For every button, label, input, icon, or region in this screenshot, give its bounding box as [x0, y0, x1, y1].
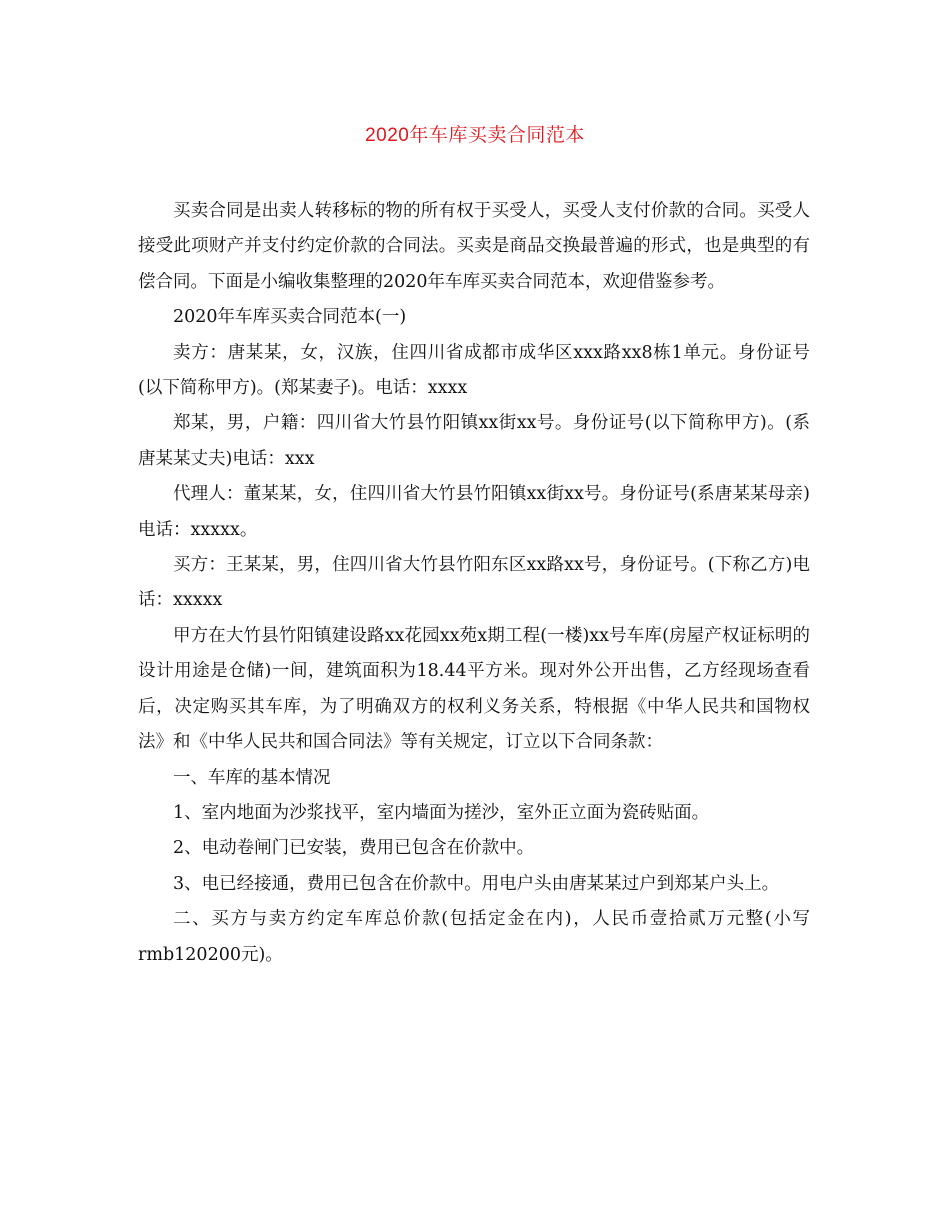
intro-paragraph: 买卖合同是出卖人转移标的物的所有权于买受人，买受人支付价款的合同。买受人接受此项财产并支付约定价款的合同法。买卖是商品交换最普遍的形式，也是典型的有偿合同。下面是小编收集整理的2020年车库买卖合同范本，欢迎借鉴参考。: [138, 201, 810, 292]
agent-paragraph: 代理人：董某某，女，住四川省大竹县竹阳镇xx街xx号。身份证号(系唐某某母亲)电话：xxxxx。: [138, 484, 810, 540]
buyer-paragraph: 买方：王某某，男，住四川省大竹县竹阳东区xx路xx号，身份证号。(下称乙方)电话：xxxxx: [138, 555, 810, 611]
property-paragraph: 甲方在大竹县竹阳镇建设路xx花园xx苑x期工程(一楼)xx号车库(房屋产权证标明的设计用途是仓储)一间，建筑面积为18.44平方米。现对外公开出售，乙方经现场查看后，决定购买其车库，为了明确双方的权利义务关系，特根据《中华人民共和国物权法》和《中华人民共和国合同法》等有关规定，订立以下合同条款：: [138, 625, 810, 753]
document-title: 2020年车库买卖合同范本: [365, 125, 585, 146]
clause-item-3: 3、电已经接通，费用已包含在价款中。用电户头由唐某某过户到郑某户头上。: [173, 873, 780, 894]
document-body: [138, 194, 810, 973]
seller-spouse-paragraph: 郑某，男，户籍：四川省大竹县竹阳镇xx街xx号。身份证号(以下简称甲方)。(系唐某某丈夫)电话：xxx: [138, 413, 810, 469]
clause-item-1: 1、室内地面为沙浆找平，室内墙面为搓沙，室外正立面为瓷砖贴面。: [173, 802, 710, 823]
clause-item-2: 2、电动卷闸门已安装，费用已包含在价款中。: [173, 838, 535, 859]
clause-heading-2: 二、买方与卖方约定车库总价款(包括定金在内)，人民币壹拾贰万元整(小写rmb120200元)。: [138, 909, 810, 965]
clause-heading-1: 一、车库的基本情况: [173, 767, 331, 788]
section-heading: 2020年车库买卖合同范本(一): [173, 307, 407, 328]
seller-paragraph: 卖方：唐某某，女，汉族，住四川省成都市成华区xxx路xx8栋1单元。身份证号(以下简称甲方)。(郑某妻子)。电话：xxxx: [138, 342, 810, 399]
